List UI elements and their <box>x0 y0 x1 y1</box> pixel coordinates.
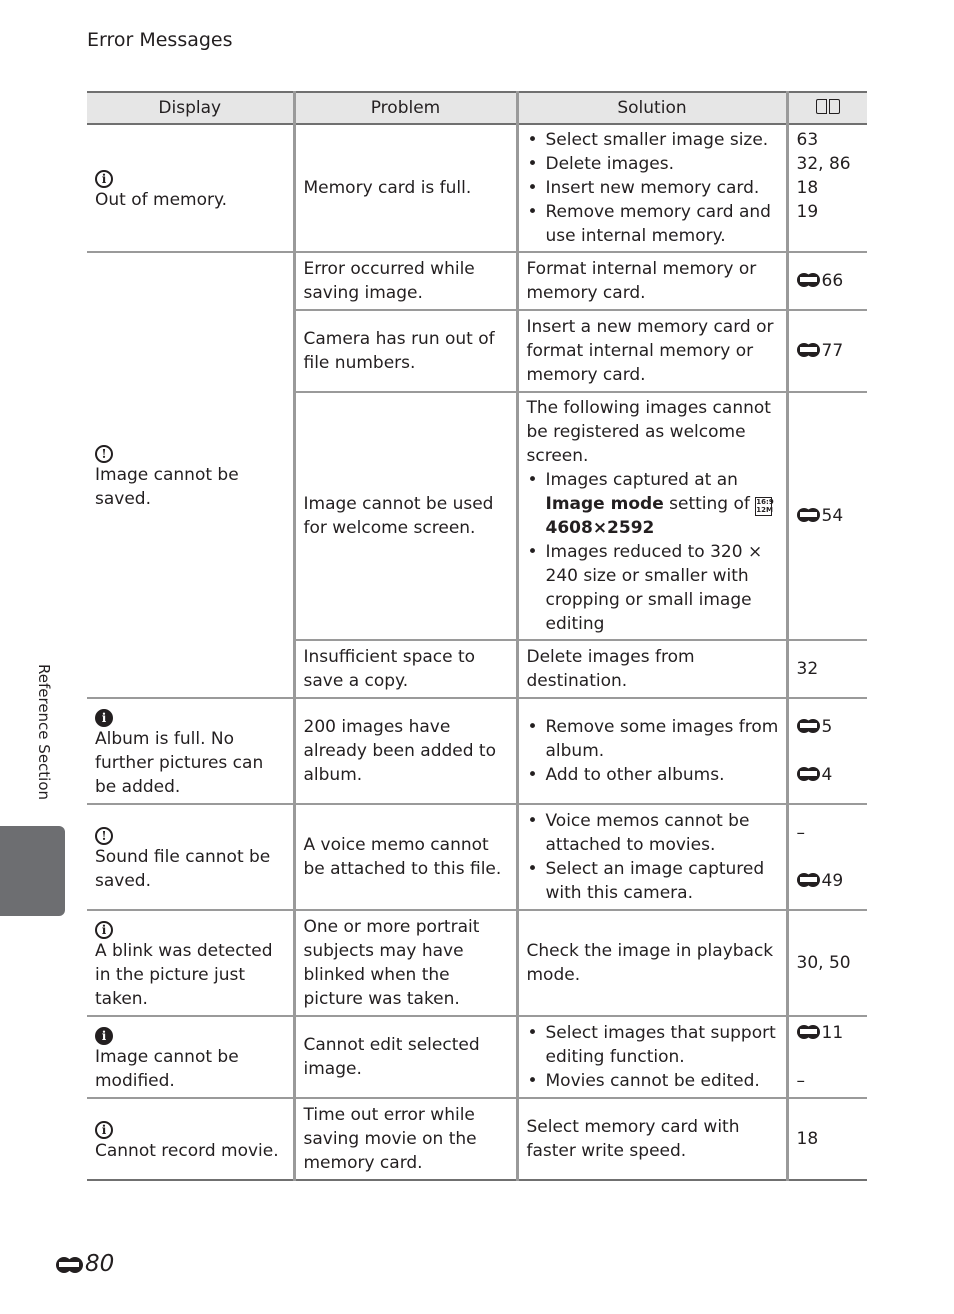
reference-cell <box>787 124 867 252</box>
reference-cell <box>787 392 867 640</box>
warning-icon: ! <box>95 445 113 463</box>
list-item: • Remove memory card and use internal memory. <box>527 200 780 248</box>
info-icon: i <box>95 1121 113 1139</box>
reference-cell <box>787 1098 867 1180</box>
reference-section-icon <box>797 872 822 888</box>
page-link[interactable]: 77 <box>797 341 844 361</box>
solution-cell <box>517 124 787 252</box>
reference-section-icon <box>797 342 822 358</box>
page-link: – <box>796 823 805 843</box>
table-row <box>87 910 867 1016</box>
list-item: • Select images that support editing function. <box>527 1021 780 1069</box>
table-row <box>87 804 867 910</box>
solution-cell: The following images cannot be registered as welcome screen. • Images captured at an Image mode setting of 16:9 12M 4608×2592 • Images reduced to 320 × 240 size or smaller with cropping or small image editing <box>517 392 787 640</box>
col-header-problem: Problem <box>294 92 517 124</box>
problem-cell: Memory card is full. <box>294 124 517 252</box>
reference-cell <box>787 910 867 1016</box>
page-link[interactable]: 49 <box>797 869 862 893</box>
table-row <box>87 698 867 804</box>
table-row <box>87 1016 867 1098</box>
problem-cell: One or more portrait subjects may have blinked when the picture was taken. <box>294 910 517 1016</box>
page-link[interactable]: 32 <box>796 659 819 679</box>
warning-icon: ! <box>95 827 113 845</box>
solution-cell: Format internal memory or memory card. <box>517 252 787 310</box>
solution-cell: Delete images from destination. <box>517 640 787 698</box>
table-row <box>87 252 867 310</box>
display-cell: i Out of memory. <box>87 124 294 252</box>
table-row <box>87 1098 867 1180</box>
reference-cell <box>787 640 867 698</box>
page-link[interactable]: 5 <box>797 715 862 739</box>
list-item: • Insert new memory card. <box>527 176 780 200</box>
list-item: • Select smaller image size. <box>527 128 780 152</box>
display-cell: i Image cannot be modified. <box>87 1016 294 1098</box>
reference-cell <box>787 1016 867 1098</box>
info-icon: i <box>95 921 113 939</box>
display-cell: i Album is full. No further pictures can be added. <box>87 698 294 804</box>
page-link[interactable]: 18 <box>796 1129 819 1149</box>
page-link[interactable]: 54 <box>797 506 844 526</box>
error-messages-table <box>87 91 867 1181</box>
problem-cell: Image cannot be used for welcome screen. <box>294 392 517 640</box>
problem-cell: Error occurred while saving image. <box>294 252 517 310</box>
list-item: • Voice memos cannot be attached to movies. <box>527 809 780 857</box>
col-header-solution: Solution <box>517 92 787 124</box>
list-item: • Remove some images from album. <box>527 715 780 763</box>
page-link[interactable]: 19 <box>796 202 819 222</box>
page-link[interactable]: 4 <box>797 763 862 787</box>
solution-cell: Insert a new memory card or format internal memory or memory card. <box>517 310 787 392</box>
page-link[interactable]: 18 <box>796 178 819 198</box>
reference-cell <box>787 252 867 310</box>
page-link[interactable]: 66 <box>797 271 844 291</box>
solution-cell <box>517 1016 787 1098</box>
list-item: • Images reduced to 320 × 240 size or smaller with cropping or small image editing <box>527 540 780 636</box>
display-cell: i Cannot record movie. <box>87 1098 294 1180</box>
section-side-label: Reference Section <box>35 664 53 801</box>
display-cell: i A blink was detected in the picture just taken. <box>87 910 294 1016</box>
reference-section-icon <box>797 507 822 523</box>
list-item: • Select an image captured with this camera. <box>527 857 780 905</box>
list-item: • Delete images. <box>527 152 780 176</box>
table-header-row <box>87 92 867 124</box>
info-filled-icon: i <box>95 709 113 727</box>
info-icon: i <box>95 170 113 188</box>
col-header-display: Display <box>87 92 294 124</box>
page-link: – <box>796 1071 805 1091</box>
problem-cell: Time out error while saving movie on the memory card. <box>294 1098 517 1180</box>
list-item: • Images captured at an Image mode setting of 16:9 12M 4608×2592 <box>527 468 780 540</box>
reference-section-icon <box>797 766 822 782</box>
display-cell: ! Image cannot be saved. <box>87 252 294 698</box>
book-icon <box>816 99 840 116</box>
problem-cell: Camera has run out of file numbers. <box>294 310 517 392</box>
reference-section-icon <box>56 1256 85 1274</box>
info-filled-icon: i <box>95 1027 113 1045</box>
reference-cell <box>787 804 867 910</box>
reference-cell <box>787 310 867 392</box>
image-mode-icon: 16:9 12M <box>756 498 774 514</box>
page-number: 80 <box>56 1250 114 1278</box>
solution-cell: Check the image in playback mode. <box>517 910 787 1016</box>
page-link[interactable]: 11 <box>797 1021 862 1045</box>
solution-cell <box>517 698 787 804</box>
list-item: • Add to other albums. <box>527 763 780 787</box>
display-cell: ! Sound file cannot be saved. <box>87 804 294 910</box>
problem-cell: 200 images have already been added to album. <box>294 698 517 804</box>
page-link[interactable]: 63 <box>796 130 819 150</box>
page-link[interactable]: 32, 86 <box>796 154 851 174</box>
col-header-reference <box>787 92 867 124</box>
list-item: • Movies cannot be edited. <box>527 1069 780 1093</box>
reference-section-icon <box>797 718 822 734</box>
reference-section-icon <box>797 272 822 288</box>
reference-cell <box>787 698 867 804</box>
solution-cell <box>517 804 787 910</box>
solution-cell: Select memory card with faster write speed. <box>517 1098 787 1180</box>
problem-cell: Insufficient space to save a copy. <box>294 640 517 698</box>
section-title: Error Messages <box>87 29 233 51</box>
table-row <box>87 124 867 252</box>
section-tab <box>0 826 65 916</box>
problem-cell: Cannot edit selected image. <box>294 1016 517 1098</box>
page-link[interactable]: 30, 50 <box>796 953 851 973</box>
problem-cell: A voice memo cannot be attached to this file. <box>294 804 517 910</box>
reference-section-icon <box>797 1024 822 1040</box>
